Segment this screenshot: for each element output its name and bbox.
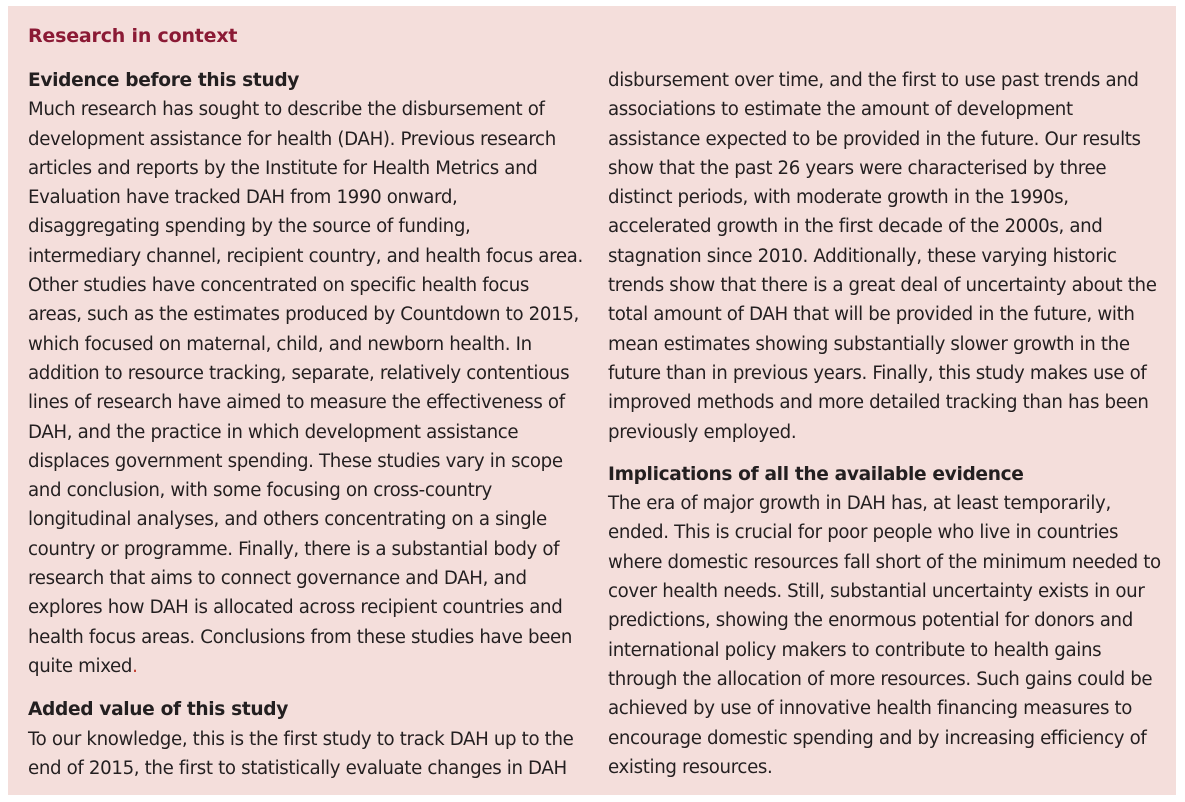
- panel-title: Research in context: [28, 25, 238, 47]
- added-value-body-start: To our knowledge, this is the first study to track DAH up to the end of 2015, the first to statistically evaluate changes in DAH: [28, 728, 574, 779]
- evidence-body-text: Much research has sought to describe the disbursement of development assistance for health (DAH). Previous research articles and reports by the Institute for Health Metrics and Evaluation have tracked DAH from 1990 onward, disaggregating spending by the source of funding, intermediary channel, recipient country, and health focus area. Other studies have concentrated on specific health focus areas, such as the estimates produced by Countdown to 2015, which focused on maternal, child, and newborn health. In addition to resource tracking, separate, relatively contentious lines of research have aimed to measure the effectiveness of DAH, and the practice in which development assistance displaces government spending. These studies vary in scope and conclusion, with some focusing on cross-country longitudinal analyses, and others concentrating on a single country or programme. Finally, there is a substantial body of research that aims to connect governance and DAH, and explores how DAH is allocated across recipient countries and health focus areas. Conclusions from these studies have been quite mixed: [28, 99, 583, 677]
- left-column: [28, 66, 583, 783]
- evidence-body: [28, 95, 583, 681]
- evidence-heading: Evidence before this study: [28, 70, 300, 91]
- implications-heading: Implications of all the available evidence: [608, 463, 1024, 485]
- added-value-heading: Added value of this study: [28, 699, 289, 721]
- section-gap: [28, 681, 583, 695]
- implications-body: The era of major growth in DAH has, at least temporarily, ended. This is crucial for poor people who live in countries where domestic resources fall short of the minimum needed to cover health needs. Still, substantial uncertainty exists in our predictions, showing the enormous potential for donors and international policy makers to contribute to health gains through the allocation of more resources. Such gains could be achieved by use of innovative health financing measures to encourage domestic spending and by increasing efficiency of existing resources.: [608, 493, 1161, 778]
- section-gap: [608, 447, 1168, 460]
- evidence-trailing-dot: .: [132, 655, 138, 677]
- research-in-context-panel: [8, 6, 1176, 795]
- added-value-body-continued: disbursement over time, and the first to use past trends and associations to estimate the amount of development assistance expected to be provided in the future. Our results show that the past 26 years were characterised by three distinct periods, with moderate growth in the 1990s, accelerated growth in the first decade of the 2000s, and stagnation since 2010. Additionally, these varying historic trends show that there is a great deal of uncertainty about the total amount of DAH that will be provided in the future, with mean estimates showing substantially slower growth in the future than in previous years. Finally, this study makes use of improved methods and more detailed tracking than has been previously employed.: [608, 70, 1157, 443]
- right-column: [608, 66, 1168, 782]
